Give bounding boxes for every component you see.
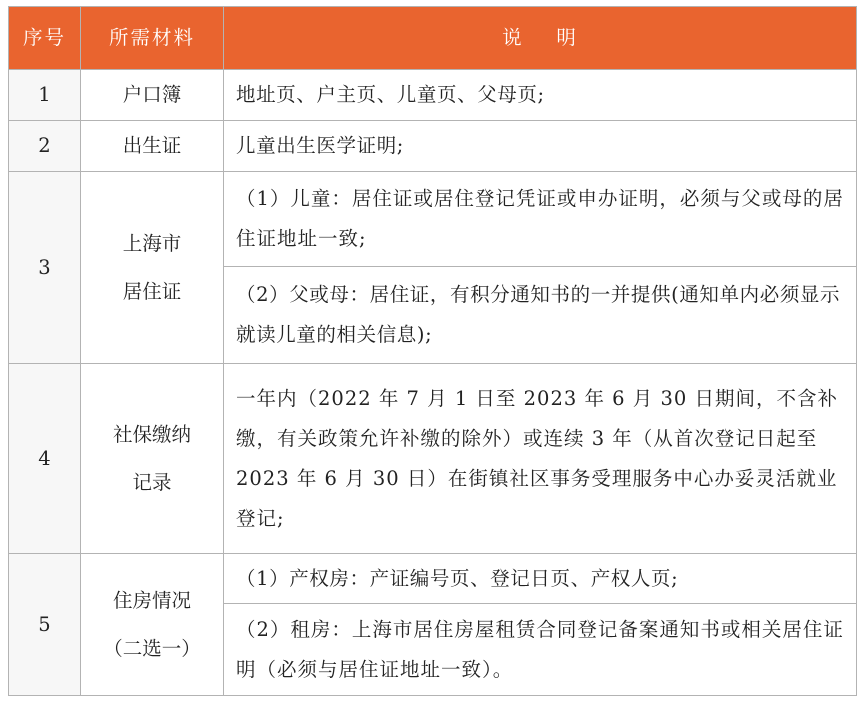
- header-index: 序号: [9, 7, 81, 70]
- header-row: [9, 7, 857, 70]
- row-material-line: （二选一）: [103, 636, 201, 660]
- row-material-line: 居住证: [122, 279, 182, 303]
- row-number: 4: [9, 364, 81, 554]
- row-number: 3: [9, 172, 81, 364]
- row-description: （1）产权房：产证编号页、登记日页、产权人页;: [224, 554, 857, 604]
- row-description: （1）儿童：居住证或居住登记凭证或申办证明，必须与父或母的居住证地址一致;: [224, 172, 857, 267]
- row-material-line: 住房情况: [112, 588, 191, 612]
- row-number: 5: [9, 554, 81, 696]
- header-description: 说 明: [224, 7, 857, 70]
- materials-table: [8, 6, 857, 696]
- row-description: 儿童出生医学证明;: [224, 121, 857, 172]
- row-description: （2）租房：上海市居住房屋租赁合同登记备案通知书或相关居住证明（必须与居住证地址一致）。: [224, 604, 857, 696]
- table-row: [9, 172, 857, 267]
- table-row: [9, 121, 857, 172]
- table-row: [9, 70, 857, 121]
- row-material-line: 上海市: [122, 231, 182, 255]
- row-material: 户口簿: [81, 70, 224, 121]
- row-material-line: 社保缴纳: [112, 422, 191, 446]
- row-number: 2: [9, 121, 81, 172]
- row-material: [81, 364, 224, 554]
- row-material-line: 记录: [132, 470, 172, 494]
- row-description: （2）父或母：居住证，有积分通知书的一并提供(通知单内必须显示就读儿童的相关信息);: [224, 267, 857, 364]
- table-row: [9, 364, 857, 554]
- row-material: [81, 554, 224, 696]
- row-material: [81, 172, 224, 364]
- header-materials: 所需材料: [81, 7, 224, 70]
- row-description: 地址页、户主页、儿童页、父母页;: [224, 70, 857, 121]
- row-number: 1: [9, 70, 81, 121]
- table-row: [9, 554, 857, 604]
- materials-table-container: [8, 6, 856, 700]
- row-material: 出生证: [81, 121, 224, 172]
- row-description: 一年内（2022 年 7 月 1 日至 2023 年 6 月 30 日期间，不含补缴，有关政策允许补缴的除外）或连续 3 年（从首次登记日起至 2023 年 6 月 30 日）在街镇社区事务受理服务中心办妥灵活就业登记;: [224, 364, 857, 554]
